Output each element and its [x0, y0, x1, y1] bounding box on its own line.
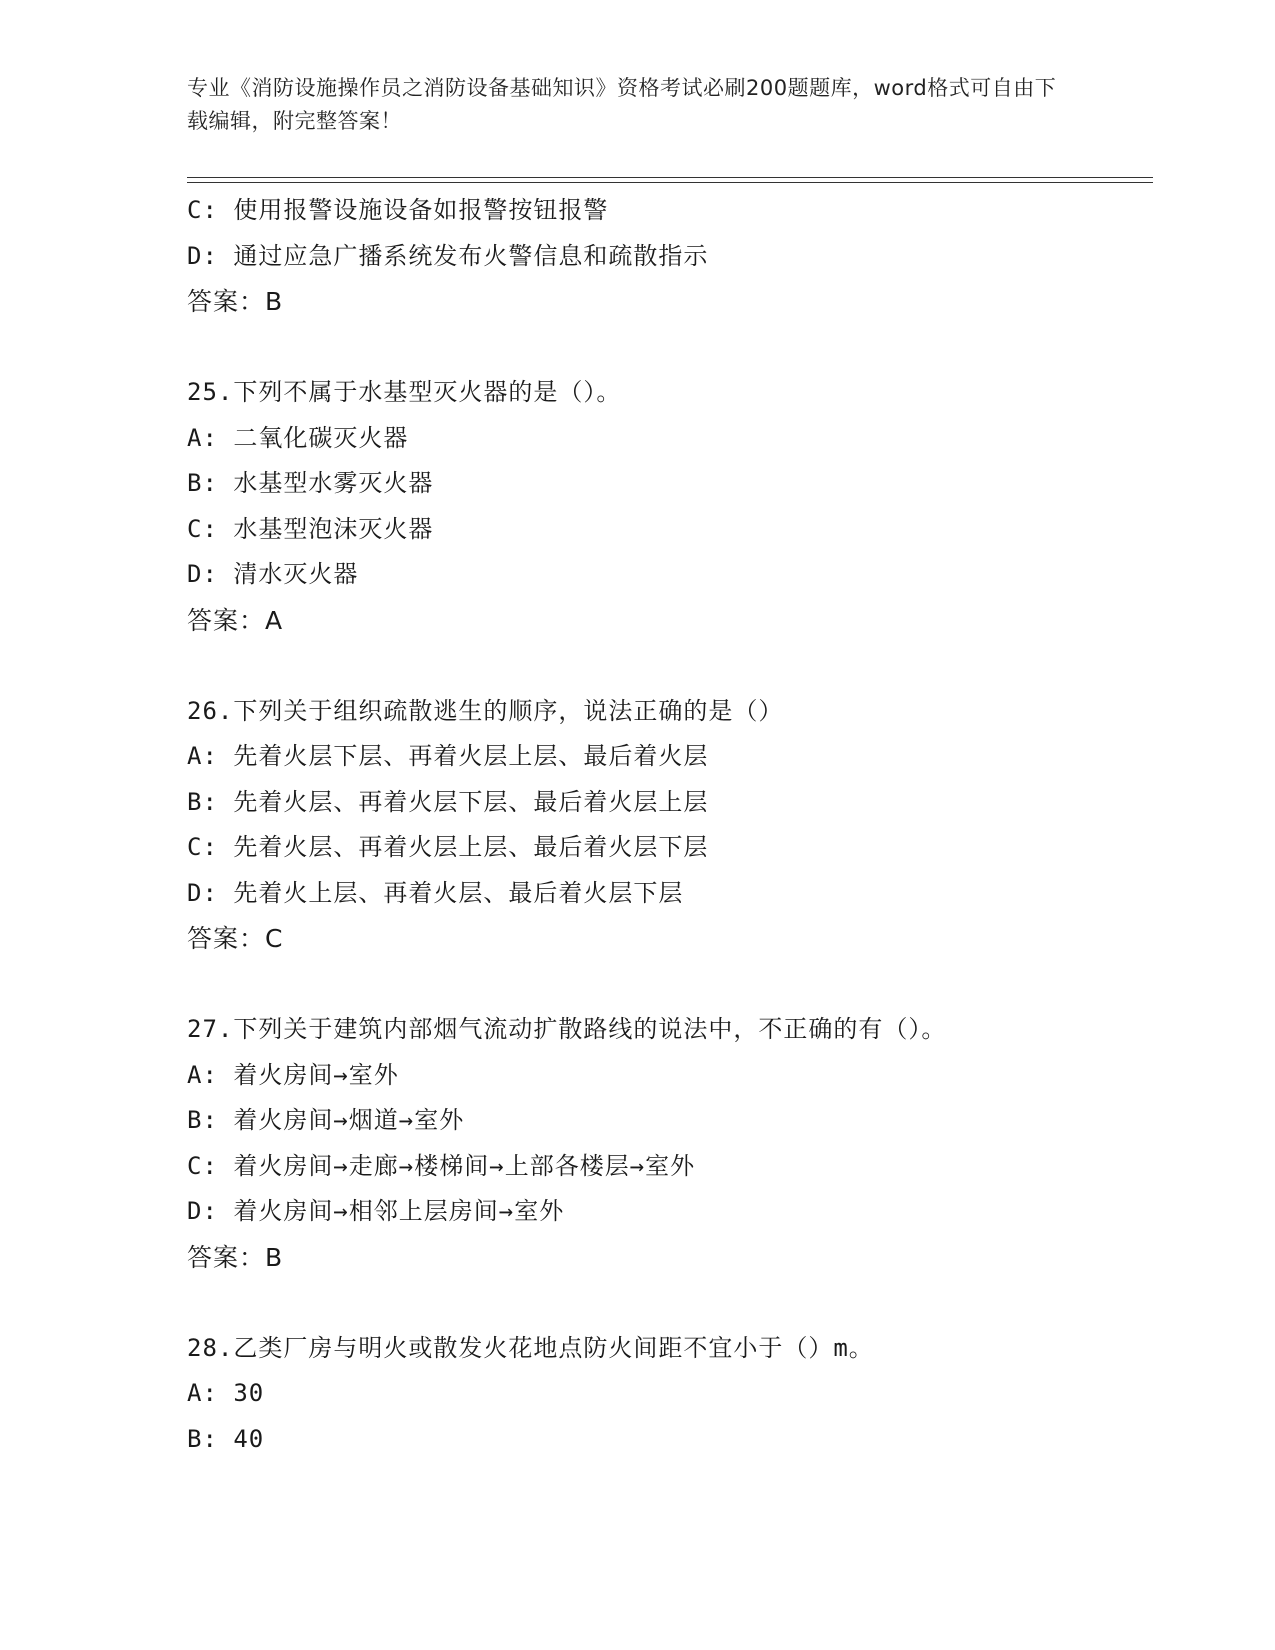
- question-stem: 26.下列关于组织疏散逃生的顺序，说法正确的是（）: [187, 696, 784, 725]
- question-stem: 28.乙类厂房与明火或散发火花地点防火间距不宜小于（）m。: [187, 1333, 874, 1362]
- option-c: C: 先着火层、再着火层上层、最后着火层下层: [187, 833, 709, 861]
- question-content: [187, 188, 1147, 1462]
- option-b: B: 先着火层、再着火层下层、最后着火层上层: [187, 787, 709, 816]
- answer-line: 答案：B: [187, 287, 284, 316]
- option-a: A: 先着火层下层、再着火层上层、最后着火层: [187, 742, 709, 770]
- spacer: [187, 1280, 1147, 1326]
- option-c: C: 水基型泡沫灭火器: [187, 514, 434, 543]
- option-d: D: 清水灭火器: [187, 560, 359, 588]
- option-b: B: 水基型水雾灭火器: [187, 469, 434, 497]
- option-d: D: 通过应急广播系统发布火警信息和疏散指示: [187, 241, 709, 270]
- option-b: B: 着火房间→烟道→室外: [187, 1106, 465, 1134]
- answer-line: 答案：A: [187, 605, 284, 635]
- header-rule-top: [187, 177, 1153, 178]
- option-d: D: 先着火上层、再着火层、最后着火层下层: [187, 878, 684, 907]
- spacer: [187, 643, 1147, 689]
- option-c: C: 使用报警设施设备如报警按钮报警: [187, 196, 609, 224]
- option-a: A: 着火房间→室外: [187, 1060, 399, 1089]
- spacer: [187, 325, 1147, 371]
- document-header: 专业《消防设施操作员之消防设备基础知识》资格考试必刷200题题库，word格式可自由下载编辑，附完整答案！: [187, 76, 1057, 133]
- answer-line: 答案：C: [187, 924, 284, 953]
- option-a: A: 二氧化碳灭火器: [187, 423, 409, 452]
- option-a: A: 30: [187, 1379, 265, 1407]
- header-rule-bottom: [187, 182, 1153, 183]
- question-stem: 25.下列不属于水基型灭火器的是（）。: [187, 378, 622, 406]
- option-b: B: 40: [187, 1424, 265, 1453]
- answer-line: 答案：B: [187, 1242, 284, 1272]
- question-stem: 27.下列关于建筑内部烟气流动扩散路线的说法中，不正确的有（）。: [187, 1015, 947, 1043]
- spacer: [187, 962, 1147, 1008]
- option-c: C: 着火房间→走廊→楼梯间→上部各楼层→室外: [187, 1151, 696, 1180]
- option-d: D: 着火房间→相邻上层房间→室外: [187, 1197, 565, 1225]
